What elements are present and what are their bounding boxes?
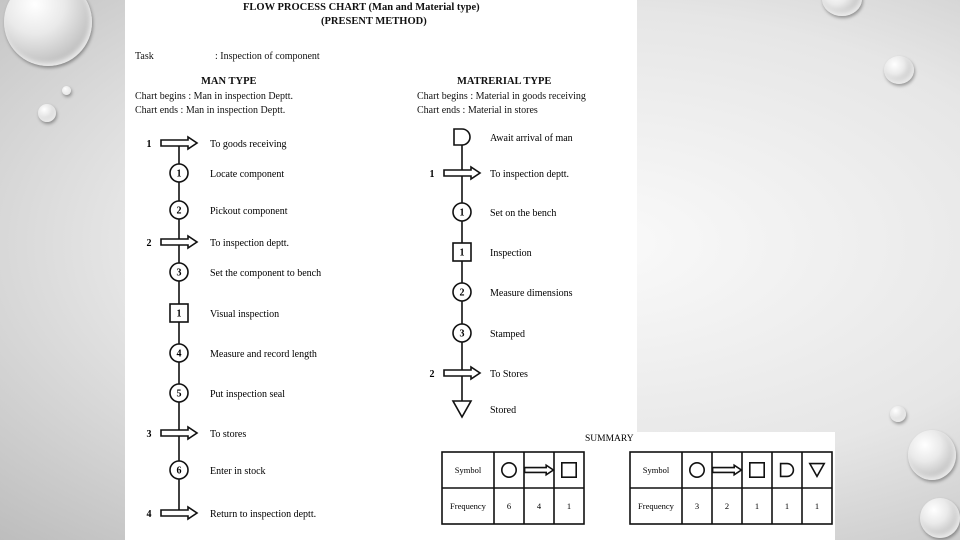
transport-step-number: 1 [146,139,152,150]
task-value: : Inspection of component [215,51,320,62]
step-label: To goods receiving [210,139,287,150]
step-label: Measure dimensions [490,288,573,299]
step-label: Pickout component [210,206,288,217]
operation-circle-icon [690,463,704,477]
flow-step [453,401,516,417]
material-chart-begins: Chart begins : Material in goods receiving [417,91,586,102]
flow-step [147,236,290,249]
summary-tables [432,432,835,540]
step-number: 1 [459,207,465,219]
water-drop-decoration [822,0,862,16]
frequency-row-header: Frequency [450,501,486,511]
delay-d-icon [781,464,794,477]
chart-title: FLOW PROCESS CHART (Man and Material type) [243,2,480,13]
step-number: 1 [176,168,182,180]
step-label: Await arrival of man [490,133,573,144]
water-drop-decoration [920,498,960,538]
step-number: 6 [176,465,182,477]
step-number: 1 [459,247,465,259]
flow-step [170,461,266,479]
water-drop-decoration [4,0,92,66]
step-label: Measure and record length [210,349,317,360]
flow-step [430,167,570,180]
task-label: Task [135,51,154,62]
frequency-value: 2 [724,501,730,511]
water-drop-decoration [908,430,956,480]
frequency-row-header: Frequency [638,501,674,511]
operation-circle-icon [502,463,516,477]
step-label: Inspection [490,248,532,259]
man-chart-begins: Chart begins : Man in inspection Deptt. [135,91,294,102]
step-label: To Stores [490,369,528,380]
step-label: Stored [490,405,517,416]
man-flow-column [147,137,322,520]
frequency-value: 4 [536,501,542,511]
inspection-square-icon [750,463,764,477]
step-number: 3 [459,328,465,340]
frequency-value: 1 [814,501,820,511]
water-drop-decoration [890,406,906,422]
flow-step [147,507,317,520]
frequency-value: 1 [754,501,760,511]
material-chart-ends: Chart ends : Material in stores [417,105,538,116]
flow-step [453,324,525,342]
flow-step [147,137,287,150]
flow-step [453,283,573,301]
step-label: Set on the bench [490,208,557,219]
flow-step [430,367,529,380]
material-summary-table [630,452,832,524]
summary-panel [432,432,835,540]
transport-step-number: 2 [146,238,152,249]
step-number: 5 [176,388,182,400]
step-number: 2 [176,205,182,217]
summary-title: SUMMARY [585,434,634,444]
step-label: Put inspection seal [210,389,285,400]
step-number: 4 [176,348,182,360]
water-drop-decoration [62,86,71,95]
inspection-square-icon [562,463,576,477]
step-label: Visual inspection [210,309,280,320]
frequency-value: 3 [694,501,700,511]
flow-step [453,203,556,221]
man-summary-table [442,452,584,524]
step-number: 3 [176,267,182,279]
step-number: 1 [176,308,182,320]
flow-step [170,384,285,402]
chart-subtitle: (PRESENT METHOD) [321,16,427,27]
flow-step [170,344,317,362]
step-label: Set the component to bench [210,268,322,279]
transport-step-number: 4 [146,509,152,520]
flow-step [170,304,279,322]
step-number: 2 [459,287,465,299]
flow-step [454,129,573,145]
transport-step-number: 1 [429,169,435,180]
transport-step-number: 2 [429,369,435,380]
material-type-heading: MATRERIAL TYPE [457,76,552,87]
man-type-heading: MAN TYPE [201,76,257,87]
step-label: To stores [210,429,247,440]
transport-step-number: 3 [146,429,152,440]
man-chart-ends: Chart ends : Man in inspection Deptt. [135,105,286,116]
flow-step [147,427,247,440]
flow-step [170,263,321,281]
frequency-value: 1 [784,501,790,511]
step-label: To inspection deptt. [490,169,570,180]
flow-step [170,201,288,219]
flow-step [170,164,284,182]
symbol-row-header: Symbol [642,465,670,475]
delay-d-icon [454,129,470,145]
frequency-value: 6 [506,501,512,511]
water-drop-decoration [38,104,56,122]
material-flow-column [430,129,573,417]
flow-step [453,243,532,261]
step-label: Enter in stock [210,466,266,477]
storage-triangle-icon [453,401,471,417]
step-label: To inspection deptt. [210,238,290,249]
symbol-row-header: Symbol [454,465,482,475]
frequency-value: 1 [566,501,572,511]
step-label: Return to inspection deptt. [210,509,317,520]
step-label: Stamped [490,329,525,340]
water-drop-decoration [884,56,914,84]
step-label: Locate component [210,169,285,180]
